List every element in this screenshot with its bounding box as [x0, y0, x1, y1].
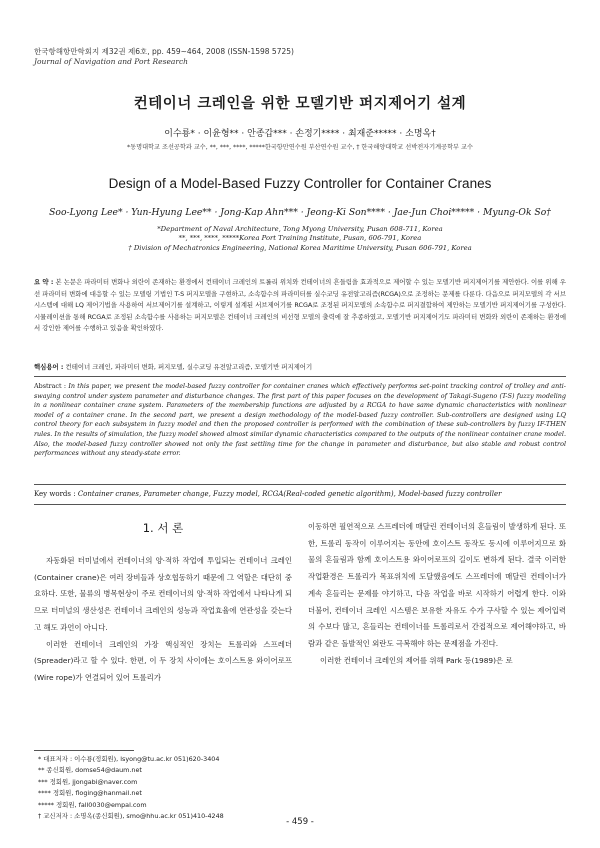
abstract-english-label: Abstract : [34, 382, 67, 390]
abstract-english [34, 382, 566, 459]
journal-citation: 한국항해항만학회지 제32권 제6호, pp. 459~464, 2008 (ISSN-1598 5725) [34, 47, 294, 56]
journal-header [34, 47, 294, 67]
keywords-english-text: Container cranes, Parameter change, Fuzzy model, RCGA(Real-coded genetic algorithm), Model-based fuzzy controller [77, 490, 502, 498]
journal-name-en: Journal of Navigation and Port Research [34, 57, 188, 66]
footnote: ***** 정회원, fall0030@empal.com [38, 800, 147, 809]
body-left-column [34, 553, 292, 687]
divider [34, 376, 566, 377]
abstract-korean-label: 요 약 : [34, 278, 54, 286]
footnote-divider [34, 750, 134, 751]
section-title: 1. 서 론 [142, 521, 184, 535]
page-number: - 459 - [286, 817, 314, 827]
keywords-korean [34, 362, 566, 371]
paragraph: 이러한 컨테이너 크레인의 가장 핵심적인 장치는 트롤리와 스프레더(Spreader)라고 할 수 있다. 한편, 이 두 장치 사이에는 호이스트용 와이어로프(Wire rope)가 연결되어 있어 트롤리가 [34, 639, 292, 682]
affiliation-line: *Department of Naval Architecture, Tong Myong University, Pusan 608-711, Korea [157, 225, 443, 233]
footnote: ** 종신회원, domse54@daum.net [38, 766, 142, 775]
paragraph: 이러한 컨테이너 크레인의 제어를 위해 Park 등(1989)은 로 [320, 655, 513, 665]
authors-english: Soo-Lyong Lee* · Yun-Hyung Lee** · Jong-Kap Ahn*** · Jeong-Ki Son**** · Jae-Jun Choi***** · Myung-Ok So† [49, 207, 551, 218]
affiliation-korean: *동명대학교 조선공학과 교수, **, ***, ****, *****한국항만연수원 부산연수원 교수, † 한국해양대학교 선박전자기계공학부 교수 [127, 144, 473, 151]
keywords-english-label: Key words : [34, 490, 76, 498]
paragraph: 자동화된 터미널에서 컨테이너의 양·적하 작업에 투입되는 컨테이너 크레인(Container crane)은 여러 장비들과 상호협동하기 때문에 그 역할은 대단히 중요하다. 또한, 물류의 병목현상이 주로 컨테이너의 양·적하 작업에서 나타나게 되므로 터미널의 생산성은 컨테이너 크레인의 성능과 작업효율에 연관성을 갖는다고 해도 과언이 아니다. [34, 556, 292, 632]
abstract-english-text: In this paper, we present the model-based fuzzy controller for container cranes which effectively performs set-point tracking control of trolley and anti-swaying control under system parameter and disturbance changes. The first part of this paper focuses on the development of Takagi-Sugeno (T-S) fuzzy modeling in a nonlinear container crane system. Parameters of the membership functions are adjusted by a RCGA to have same dynamic characteristics with nonlinear model of a container crane. In the second part, we present a design methodology of the model-based fuzzy controller. Sub-controllers are designed using LQ control theory for each subsystem in fuzzy model and then the proposed controller is performed with the combination of these sub-controllers by fuzzy IF-THEN rules. In the results of simulation, the fuzzy model showed almost similar dynamic characteristics compared to the outputs of the nonlinear container crane model. Also, the model-based fuzzy controller showed not only the fast settling time for the change in parameter and disturbance, but also stable and robust control performances without any steady-state error. [34, 382, 566, 458]
title-korean: 컨테이너 크레인을 위한 모델기반 퍼지제어기 설계 [133, 96, 467, 112]
affiliation-line: **, ***, ****, *****Korea Port Training Institute, Pusan, 606-791, Korea [178, 234, 422, 243]
keywords-english [34, 490, 566, 498]
divider [34, 484, 566, 485]
affiliations-english [0, 225, 600, 253]
divider [34, 504, 566, 505]
affiliation-line: † Division of Mechatronics Engineering, National Korea Maritime University, Pusan 606-791, Korea [128, 243, 472, 252]
keywords-korean-text: 컨테이너 크레인, 파라미터 변화, 퍼지모델, 실수코딩 유전알고리즘, 모델기반 퍼지제어기 [65, 363, 313, 371]
body-right-column [308, 519, 566, 669]
abstract-korean [34, 277, 566, 335]
footnote: **** 정회원, floging@hanmail.net [38, 789, 142, 798]
paragraph: 이동하면 필연적으로 스프레더에 매달린 컨테이너의 흔들림이 발생하게 된다. 또한, 트롤리 동작이 이루어지는 동안에 호이스트 동작도 동시에 이루어지므로 화물의 흔들림과 함께 호이스트용 와이어로프의 길이도 변하게 된다. 결국 이러한 작업환경은 트롤리가 목표위치에 도달했음에도 스프레더에 매달린 컨테이너가 계속 흔들리는 문제를 야기하고, 다음 작업을 바로 시작하기 어렵게 한다. 이와 더불어, 컨테이너 크레인 시스템은 보유한 자유도 수가 구사할 수 있는 제어입력의 수보다 많고, 흔들리는 컨테이너를 트롤리로서 간접적으로 제어해야하고, 바람과 같은 돌발적인 외란도 극복해야 하는 문제점을 가진다. [308, 522, 566, 648]
title-english: Design of a Model-Based Fuzzy Controller for Container Cranes [108, 176, 492, 191]
authors-korean: 이수룡* · 이윤형** · 안종갑*** · 손정기**** · 최재준***** · 소명옥† [164, 129, 436, 139]
footnote: † 교신저자 : 소명옥(종신회원), smo@hhu.ac.kr 051)410-4248 [38, 812, 224, 821]
abstract-korean-text: 본 논문은 파라미터 변화나 외란이 존재하는 환경에서 컨테이너 크레인의 트롤리 위치와 컨테이너의 흔들림을 효과적으로 제어할 수 있는 모델기반 퍼지제어기를 제안한다. 이를 위해 우선 파라미터 변화에 대응할 수 있는 모델링 기법인 T-S 퍼지모델을 구현하고, 소속함수의 파라미터를 실수코딩 유전알고리즘(RCGA)으로 조정하는 문제를 다룬다. 다음으로 퍼지모델의 각 서브시스템에 대해 LQ 제어기법을 사용하여 서브제어기를 설계하고, 이렇게 설계된 서브제어기를 RCGA로 조정된 퍼지모델의 소속함수로 퍼지결합하여 제안하는 모델기반 퍼지제어기를 구성한다. 시뮬레이션을 통해 RCGA로 조정된 소속함수를 사용하는 퍼지모델은 컨테이너 크레인의 비선형 모델의 출력에 잘 추종하였고, 모델기반 퍼지제어기도 파라미터 변화와 외란이 존재하는 환경에서 강인한 제어를 수행하고 있음을 확인하였다. [34, 278, 566, 333]
footnote: *** 정회원, jjongabi@naver.com [38, 777, 138, 786]
footnote: * 대표저자 : 이수룡(정회원), lsyong@tu.ac.kr 051)620-3404 [38, 755, 220, 763]
footnotes [38, 754, 224, 822]
keywords-korean-label: 핵심용어 : [34, 363, 64, 371]
